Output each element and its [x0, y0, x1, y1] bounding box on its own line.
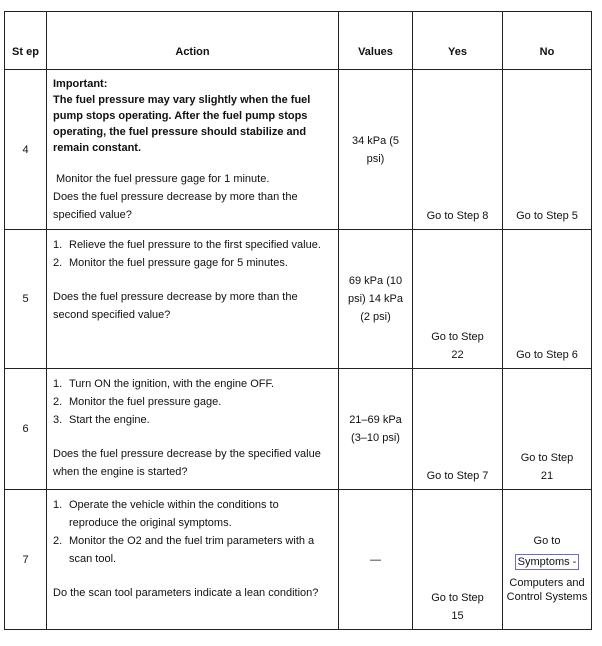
yes-cell: Go to Step 8: [413, 70, 503, 230]
instruction-text: Monitor the fuel pressure gage for 1 minute.: [56, 173, 270, 185]
value-cell: [339, 490, 413, 630]
list-item: 2. Monitor the fuel pressure gage for 5 minutes.: [53, 257, 288, 269]
list-item: 2. Monitor the fuel pressure gage.: [53, 396, 222, 408]
question-text: Does the fuel pressure decrease by more than the second specified value?: [53, 291, 298, 321]
header-row: [5, 12, 592, 70]
step-number: 4: [5, 70, 47, 230]
step-number: 5: [5, 230, 47, 369]
question-text: Does the fuel pressure decrease by more than the specified value?: [53, 191, 298, 221]
symptoms-link[interactable]: Symptoms -: [515, 554, 580, 570]
no-prefix: Go to: [533, 534, 561, 547]
action-cell: [47, 490, 339, 630]
action-cell: [47, 369, 339, 490]
list-item: 2. Monitor the O2 and the fuel trim parameters with a scan tool.: [53, 535, 315, 565]
value-text: 69 kPa (10 psi) 14 kPa (2 psi): [347, 275, 404, 323]
no-cell: Go to Step 21: [503, 369, 592, 490]
list-item: 1. Turn ON the ignition, with the engine OFF.: [53, 378, 275, 390]
list-item: 3. Start the engine.: [53, 414, 150, 426]
step-row-7: [5, 490, 592, 630]
value-text: —: [370, 553, 381, 566]
header-action: Action: [47, 12, 339, 70]
no-cell: [503, 490, 592, 630]
step-row-5: [5, 230, 592, 369]
important-text: The fuel pressure may vary slightly when the fuel pump stops operating. After the fuel pump stops operating, the fuel pressure should stabilize and remain constant.: [53, 94, 311, 154]
diagnostic-table: [4, 11, 592, 630]
no-cell: Go to Step 5: [503, 70, 592, 230]
value-cell: [339, 70, 413, 230]
value-text: 34 kPa (5 psi): [351, 134, 400, 165]
list-item: 1. Operate the vehicle within the conditions to reproduce the original symptoms.: [53, 499, 279, 529]
list-item: 1. Relieve the fuel pressure to the first specified value.: [53, 239, 321, 251]
yes-cell: Go to Step 15: [413, 490, 503, 630]
yes-cell: Go to Step 7: [413, 369, 503, 490]
action-cell: [47, 70, 339, 230]
step-row-6: [5, 369, 592, 490]
step-number: 7: [5, 490, 47, 630]
action-cell: [47, 230, 339, 369]
important-note: [53, 76, 330, 156]
value-cell: [339, 230, 413, 369]
question-text: Do the scan tool parameters indicate a lean condition?: [53, 587, 319, 599]
value-text: 21–69 kPa (3–10 psi): [349, 414, 402, 444]
step-row-4: [5, 70, 592, 230]
yes-cell: Go to Step 22: [413, 230, 503, 369]
question-text: Does the fuel pressure decrease by the specified value when the engine is started?: [53, 448, 321, 478]
important-label: Important:: [53, 78, 108, 90]
header-step: St ep: [5, 12, 47, 70]
header-values: Values: [339, 12, 413, 70]
no-cell: Go to Step 6: [503, 230, 592, 369]
value-cell: [339, 369, 413, 490]
header-yes: Yes: [413, 12, 503, 70]
no-suffix: Computers and Control Systems: [506, 576, 588, 603]
step-number: 6: [5, 369, 47, 490]
header-no: No: [503, 12, 592, 70]
